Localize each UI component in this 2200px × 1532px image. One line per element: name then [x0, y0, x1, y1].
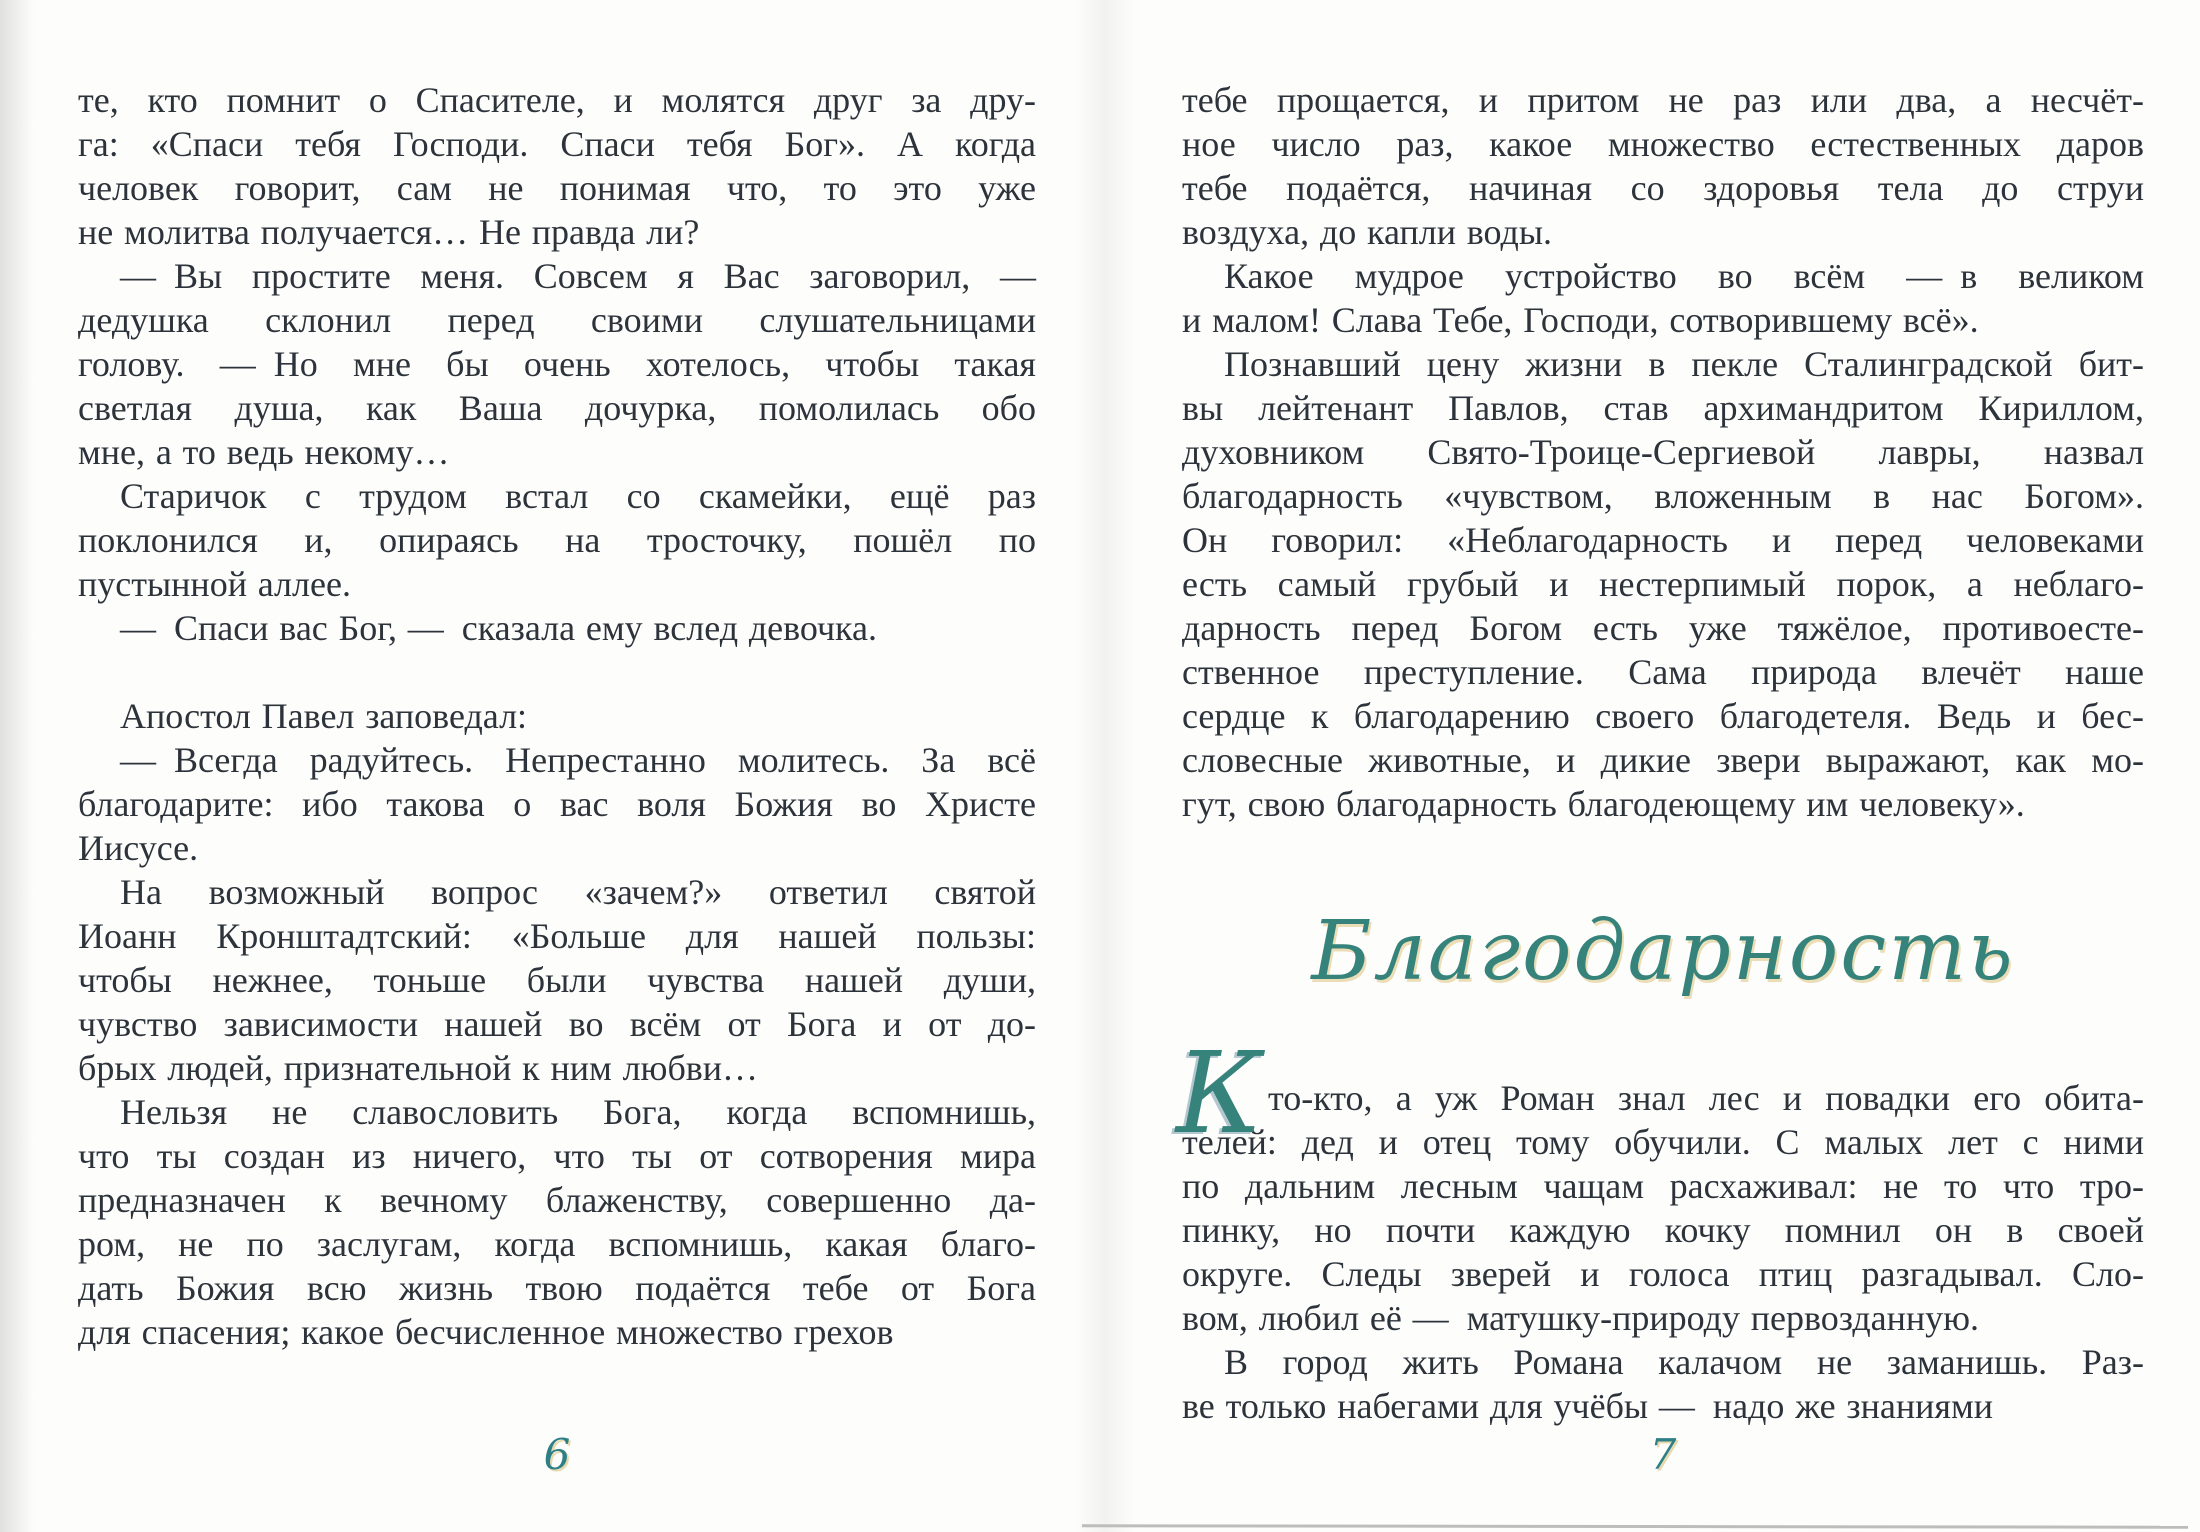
text-line: дарность перед Богом есть уже тяжёлое, противоесте-: [1182, 608, 2144, 648]
text-line: пустынной аллее.: [78, 564, 351, 604]
text-line: словесные животные, и дикие звери выражают, как мо-: [1182, 740, 2144, 780]
text-line: сердце к благодарению своего благодетеля. Ведь и бес-: [1182, 696, 2144, 736]
text-line: В город жить Романа калачом не заманишь. Раз-: [1224, 1342, 2144, 1382]
text-line: и малом! Слава Тебе, Господи, сотворившему всё».: [1182, 300, 1979, 340]
text-line: Апостол Павел заповедал:: [120, 696, 528, 736]
scan-page-edge-left: [0, 0, 34, 1532]
page-gutter-shadow: [1075, 0, 1135, 1532]
chapter-heading-text: Благодарность: [1311, 903, 2015, 999]
text-line: округе. Следы зверей и голоса птиц разгадывал. Сло-: [1182, 1254, 2144, 1294]
text-line: Иисусе.: [78, 828, 199, 868]
text-line: что ты создан из ничего, что ты от сотворения мира: [78, 1136, 1036, 1176]
text-line: На возможный вопрос «зачем?» ответил святой: [120, 872, 1036, 912]
text-line: Познавший цену жизни в пекле Сталинградской бит-: [1224, 344, 2144, 384]
text-line: по дальним лесным чащам расхаживал: не то что тро-: [1182, 1166, 2144, 1206]
page-right-text: [1176, 78, 2144, 1428]
text-line: Нельзя не славословить Бога, когда вспомнишь,: [120, 1092, 1036, 1132]
text-line: не молитва получается… Не правда ли?: [78, 212, 700, 252]
page-left-text: [78, 78, 1036, 1354]
text-line: телей: дед и отец тому обучили. С малых лет с ними: [1182, 1122, 2144, 1162]
text-line: мне, а то ведь некому…: [78, 432, 450, 472]
text-line: брых людей, признательной к ним любви…: [78, 1048, 759, 1088]
page-right: [1176, 78, 2144, 1479]
text-line: дать Божия всю жизнь твою подаётся тебе от Бога: [78, 1268, 1036, 1308]
text-line: — Всегда радуйтесь. Непрестанно молитесь. За всё: [120, 740, 1036, 780]
text-line: пинку, но почти каждую кочку помнил он в своей: [1182, 1210, 2144, 1250]
text-line: чтобы нежнее, тоньше были чувства нашей души,: [78, 960, 1036, 1000]
text-line: ром, не по заслугам, когда вспомнишь, какая благо-: [78, 1224, 1036, 1264]
text-line: воздуха, до капли воды.: [1182, 212, 1553, 252]
text-line: благодарите: ибо такова о вас воля Божия во Христе: [78, 784, 1036, 824]
text-line: человек говорит, сам не понимая что, то это уже: [78, 168, 1036, 208]
paragraph-gap: [78, 650, 1036, 694]
text-line: К то-кто, а уж Роман знал лес и повадки его обита-: [1176, 1029, 2144, 1159]
text-line: га: «Спаси тебя Господи. Спаси тебя Бог». А когда: [78, 124, 1036, 164]
page-number-right: 7: [1649, 1430, 1677, 1479]
text-line: Он говорил: «Неблагодарность и перед человеками: [1182, 520, 2144, 560]
text-line: голову. — Но мне бы очень хотелось, чтобы такая: [78, 344, 1036, 384]
text-line: Старичок с трудом встал со скамейки, ещё раз: [120, 476, 1036, 516]
scan-page-edge-bottom: [1082, 1524, 2188, 1529]
text-line: — Вы простите меня. Совсем я Вас заговорил, —: [120, 256, 1036, 296]
text-line: те, кто помнит о Спасителе, и молятся друг за дру-: [78, 80, 1036, 120]
text-line: ственное преступление. Сама природа влечёт наше: [1182, 652, 2144, 692]
text-line: поклонился и, опираясь на тросточку, пошёл по: [78, 520, 1036, 560]
text-line: ве только набегами для учёбы — надо же знаниями: [1182, 1386, 1994, 1426]
chapter-heading: [1182, 826, 2144, 1076]
text-line: ное число раз, какое множество естественных даров: [1182, 124, 2144, 164]
text-line: тебе подаётся, начиная со здоровья тела до струи: [1182, 168, 2144, 208]
text-line: для спасения; какое бесчисленное множество грехов: [78, 1312, 894, 1352]
text-line: светлая душа, как Ваша дочурка, помолилась обо: [78, 388, 1036, 428]
text-line: вом, любил её — матушку-природу первозданную.: [1182, 1298, 1980, 1338]
page-number-left: 6: [543, 1430, 571, 1479]
text-line: есть самый грубый и нестерпимый порок, а неблаго-: [1182, 564, 2144, 604]
dropcap-letter: К: [1176, 1029, 1263, 1159]
text-line: духовником Свято-Троице-Сергиевой лавры, назвал: [1182, 432, 2144, 472]
text-line: тебе прощается, и притом не раз или два, а несчёт-: [1182, 80, 2144, 120]
text-line: чувство зависимости нашей во всём от Бога и от до-: [78, 1004, 1036, 1044]
text-line: благодарность «чувством, вложенным в нас Богом».: [1182, 476, 2144, 516]
text-line: — Спаси вас Бог, — сказала ему вслед девочка.: [120, 608, 877, 648]
text-line: гут, свою благодарность благодеющему им человеку».: [1182, 784, 2025, 824]
text-line: Какое мудрое устройство во всём — в великом: [1224, 256, 2144, 296]
text-line: вы лейтенант Павлов, став архимандритом Кириллом,: [1182, 388, 2144, 428]
page-left: [78, 78, 1036, 1479]
text-line: Иоанн Кронштадтский: «Больше для нашей пользы:: [78, 916, 1036, 956]
text-line: дедушка склонил перед своими слушательницами: [78, 300, 1036, 340]
text-line: предназначен к вечному блаженству, совершенно да-: [78, 1180, 1036, 1220]
